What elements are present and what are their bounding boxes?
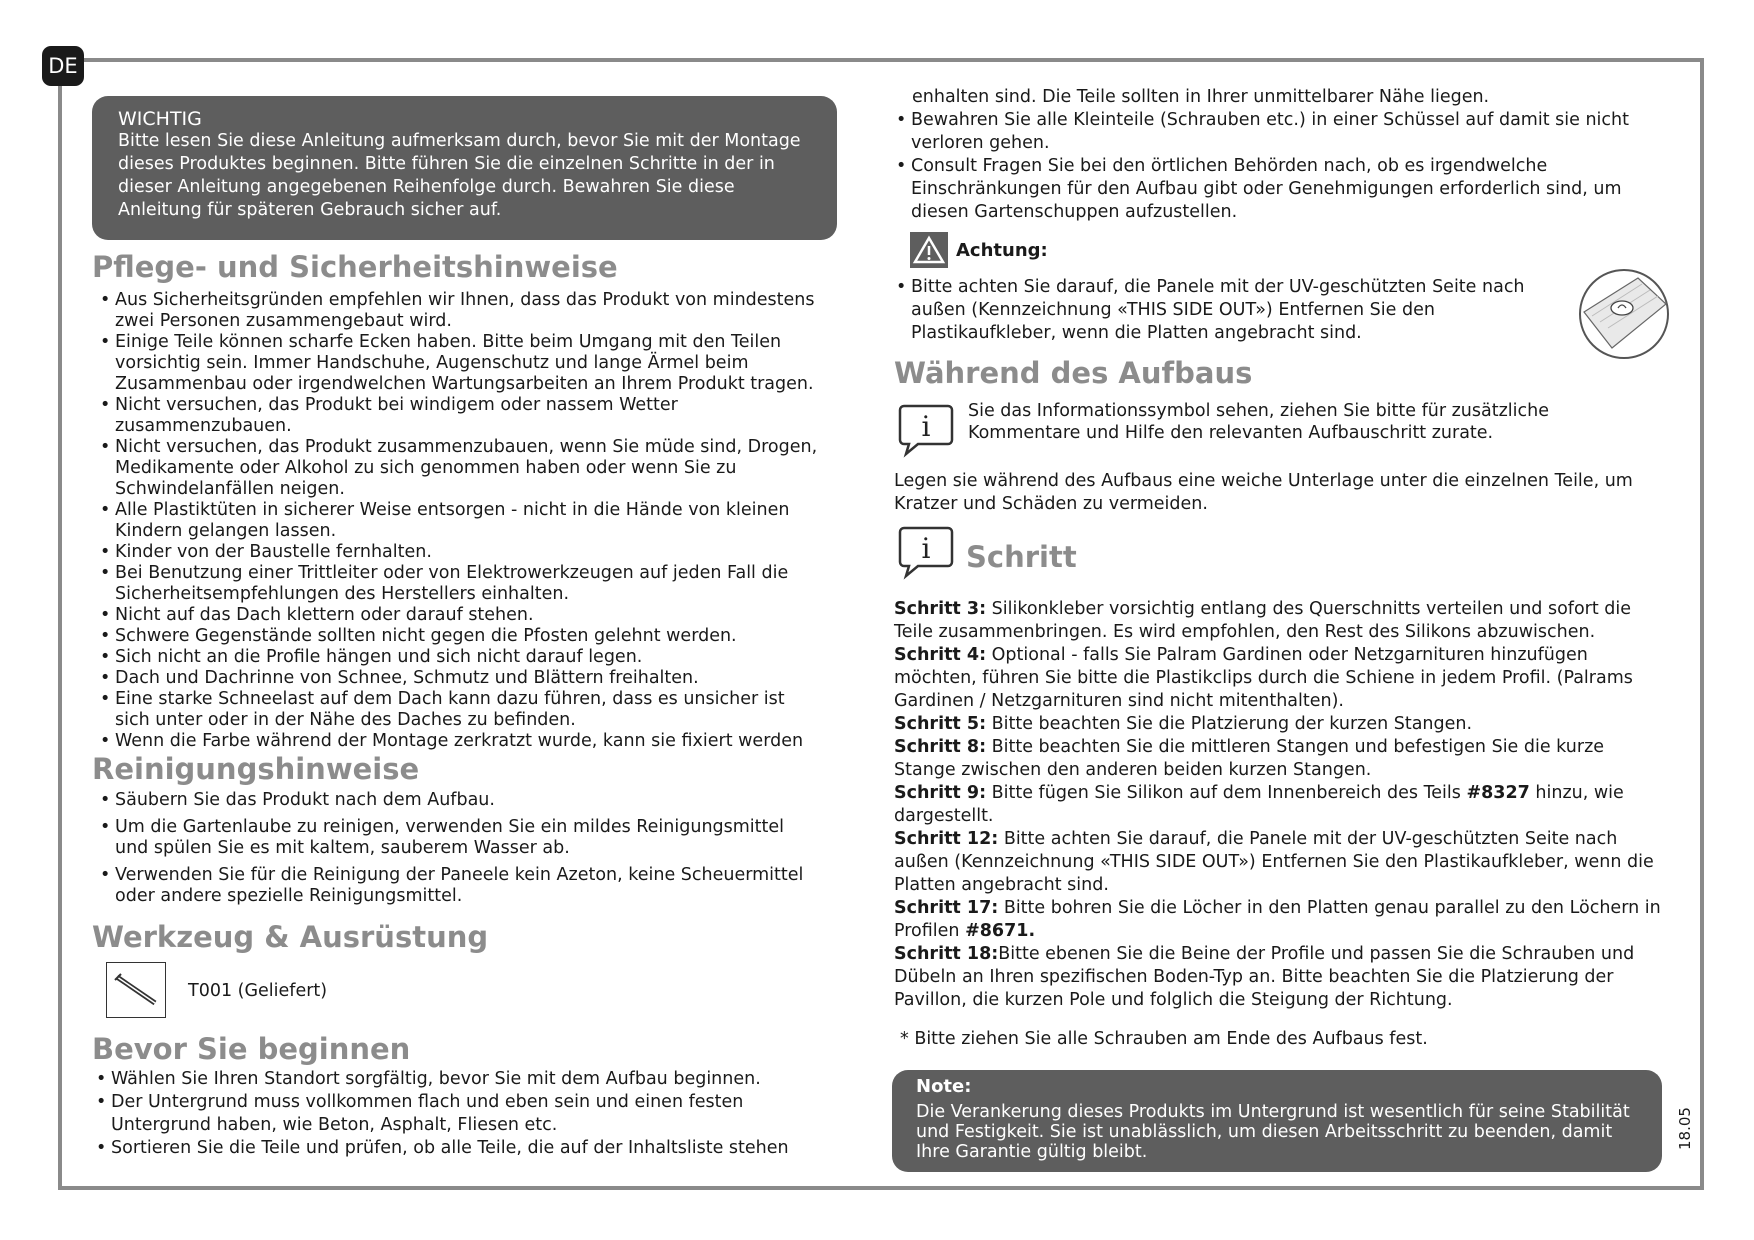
- achtung-list: [894, 276, 1570, 345]
- uv-panel-illustration: [1578, 268, 1670, 360]
- care-heading: Pflege- und Sicherheitshinweise: [92, 250, 618, 284]
- cleaning-list: [98, 790, 818, 913]
- list-item: • Eine starke Schneelast auf dem Dach kann dazu führen, dass es unsicher ist sich unter oder in der Nähe des Daches zu befinden.: [98, 689, 818, 731]
- before-heading: Bevor Sie beginnen: [92, 1032, 411, 1066]
- list-item: • Verwenden Sie für die Reinigung der Paneele kein Azeton, keine Scheuermittel oder andere spezielle Reinigungsmittel.: [98, 865, 818, 907]
- info-icon: [896, 400, 956, 464]
- list-item: • Aus Sicherheitsgründen empfehlen wir Ihnen, dass das Produkt von mindestens zwei Personen zusammengebaut wird.: [98, 290, 818, 332]
- step-4: Schritt 4: Optional - falls Sie Palram Gardinen oder Netzgarnituren hinzufügen möchten, führen Sie bitte die Plastikclips durch die Schiene in jedem Profil. (Palrams Gardinen / Netzgarnituren sind nicht mitenthalten).: [894, 645, 1633, 711]
- list-item: • Wählen Sie Ihren Standort sorgfältig, bevor Sie mit dem Aufbau beginnen.: [94, 1068, 834, 1091]
- list-item: • Der Untergrund muss vollkommen flach und eben sein und einen festen Untergrund haben, wie Beton, Asphalt, Fliesen etc.: [94, 1091, 834, 1137]
- footnote: * Bitte ziehen Sie alle Schrauben am Ende des Aufbaus fest.: [900, 1029, 1428, 1049]
- page-code: 18.05: [1676, 1107, 1694, 1150]
- svg-text:i: i: [921, 532, 931, 565]
- list-item: • Sich nicht an die Profile hängen und sich nicht darauf legen.: [98, 647, 818, 668]
- warning-icon: [910, 232, 948, 268]
- tools-heading: Werkzeug & Ausrüstung: [92, 920, 489, 954]
- continuation-text: enhalten sind. Die Teile sollten in Ihrer unmittelbarer Nähe liegen.: [912, 87, 1490, 107]
- step-8: Schritt 8: Bitte beachten Sie die mittleren Stangen und befestigen Sie die kurze Stange zwischen den anderen beiden kurzen Stangen.: [894, 737, 1605, 780]
- list-item: • Bitte achten Sie darauf, die Panele mit der UV-geschützten Seite nach außen (Kennzeichnung «THIS SIDE OUT») Entfernen Sie den Plastikaufkleber, wenn die Platten angebracht sind.: [894, 276, 1570, 345]
- list-item: • Nicht versuchen, das Produkt bei windigem oder nassem Wetter zusammenzubauen.: [98, 395, 818, 437]
- preparation-list: [894, 109, 1654, 224]
- language-tab: DE: [42, 46, 84, 86]
- list-item: • Wenn die Farbe während der Montage zerkratzt wurde, kann sie fixiert werden: [98, 731, 818, 752]
- screwdriver-bit-icon: [106, 962, 166, 1018]
- list-item: • Kinder von der Baustelle fernhalten.: [98, 542, 818, 563]
- note-callout: [892, 1070, 1662, 1172]
- during-heading: Während des Aufbaus: [894, 356, 1253, 390]
- important-callout: [92, 96, 837, 240]
- list-item: • Einige Teile können scharfe Ecken haben. Bitte beim Umgang mit den Teilen vorsichtig sein. Immer Handschuhe, Augenschutz und lange Ärmel beim Zusammenbau oder irgendwelchen Wartungsarbeiten an Ihrem Produkt tragen.: [98, 332, 818, 395]
- important-body: Bitte lesen Sie diese Anleitung aufmerksam durch, bevor Sie mit der Montage dieses Produktes beginnen. Bitte führen Sie die einzelnen Schritte in der in dieser Anleitung angegebenen Reihenfolge durch. Bewahren Sie diese Anleitung für späteren Gebrauch sicher auf.: [118, 131, 801, 220]
- info-text: Sie das Informationssymbol sehen, ziehen Sie bitte für zusätzliche Kommentare und Hilfe den relevanten Aufbauschritt zurate.: [968, 401, 1549, 443]
- care-list: [98, 290, 818, 752]
- list-item: • Dach und Dachrinne von Schnee, Schmutz und Blättern freihalten.: [98, 668, 818, 689]
- step-17: Schritt 17: Bitte bohren Sie die Löcher in den Platten genau parallel zu den Löchern in Profilen #8671.: [894, 898, 1661, 941]
- underlay-text: Legen sie während des Aufbaus eine weiche Unterlage unter die einzelnen Teile, um Kratzer und Schäden zu vermeiden.: [894, 471, 1633, 514]
- info-icon: [896, 522, 956, 588]
- step-12: Schritt 12: Bitte achten Sie darauf, die Panele mit der UV-geschützten Seite nach außen (Kennzeichnung «THIS SIDE OUT») Entfernen Sie den Plastikaufkleber, wenn die Platten angebracht sind.: [894, 829, 1654, 895]
- list-item: • Um die Gartenlaube zu reinigen, verwenden Sie ein mildes Reinigungsmittel und spülen Sie es mit kaltem, sauberem Wasser ab.: [98, 817, 818, 859]
- step-3: Schritt 3: Silikonkleber vorsichtig entlang des Querschnitts verteilen und sofort die Teile zusammenbringen. Es wird empfohlen, den Rest des Silikons abzuwischen.: [894, 599, 1632, 642]
- list-item: • Alle Plastiktüten in sicherer Weise entsorgen - nicht in die Hände von kleinen Kindern gelangen lassen.: [98, 500, 818, 542]
- steps-list: [894, 598, 1664, 1012]
- achtung-title: Achtung:: [956, 240, 1048, 261]
- list-item: • Säubern Sie das Produkt nach dem Aufbau.: [98, 790, 818, 811]
- list-item: • Nicht versuchen, das Produkt zusammenzubauen, wenn Sie müde sind, Drogen, Medikamente oder Alkohol zu sich genommen haben oder wenn Sie zu Schwindelanfällen neigen.: [98, 437, 818, 500]
- list-item: • Consult Fragen Sie bei den örtlichen Behörden nach, ob es irgendwelche Einschränkungen für den Aufbau gibt oder Genehmigungen erforderlich sind, um diesen Gartenschuppen aufzustellen.: [894, 155, 1654, 224]
- cleaning-heading: Reinigungshinweise: [92, 752, 420, 786]
- list-item: • Bei Benutzung einer Trittleiter oder von Elektrowerkzeugen auf jeden Fall die Sicherheitsempfehlungen des Herstellers einhalten.: [98, 563, 818, 605]
- steps-heading: Schritt: [966, 540, 1077, 574]
- svg-text:i: i: [921, 410, 931, 443]
- step-9: Schritt 9: Bitte fügen Sie Silikon auf dem Innenbereich des Teils #8327 hinzu, wie dargestellt.: [894, 783, 1624, 826]
- important-title: WICHTIG: [118, 108, 202, 130]
- list-item: • Schwere Gegenstände sollten nicht gegen die Pfosten gelehnt werden.: [98, 626, 818, 647]
- tool-label: T001 (Geliefert): [188, 981, 328, 1001]
- note-body: Die Verankerung dieses Produkts im Untergrund ist wesentlich für seine Stabilität und Festigkeit. Sie ist unablässlich, um diesen Arbeitsschritt zu beenden, damit Ihre Garantie gültig bleibt.: [916, 1102, 1630, 1162]
- before-list: [94, 1068, 834, 1160]
- step-5: Schritt 5: Bitte beachten Sie die Platzierung der kurzen Stangen.: [894, 714, 1473, 734]
- note-title: Note:: [916, 1076, 972, 1097]
- list-item: • Nicht auf das Dach klettern oder darauf stehen.: [98, 605, 818, 626]
- list-item: • Sortieren Sie die Teile und prüfen, ob alle Teile, die auf der Inhaltsliste stehen: [94, 1137, 834, 1160]
- list-item: • Bewahren Sie alle Kleinteile (Schrauben etc.) in einer Schüssel auf damit sie nicht verloren gehen.: [894, 109, 1654, 155]
- step-18: Schritt 18:Bitte ebenen Sie die Beine der Profile und passen Sie die Schrauben und Dübeln an Ihren spezifischen Boden-Typ an. Bitte beachten Sie die Platzierung der Pavillon, die kurzen Pole und folglich die Steigung der Richtung.: [894, 944, 1635, 1010]
